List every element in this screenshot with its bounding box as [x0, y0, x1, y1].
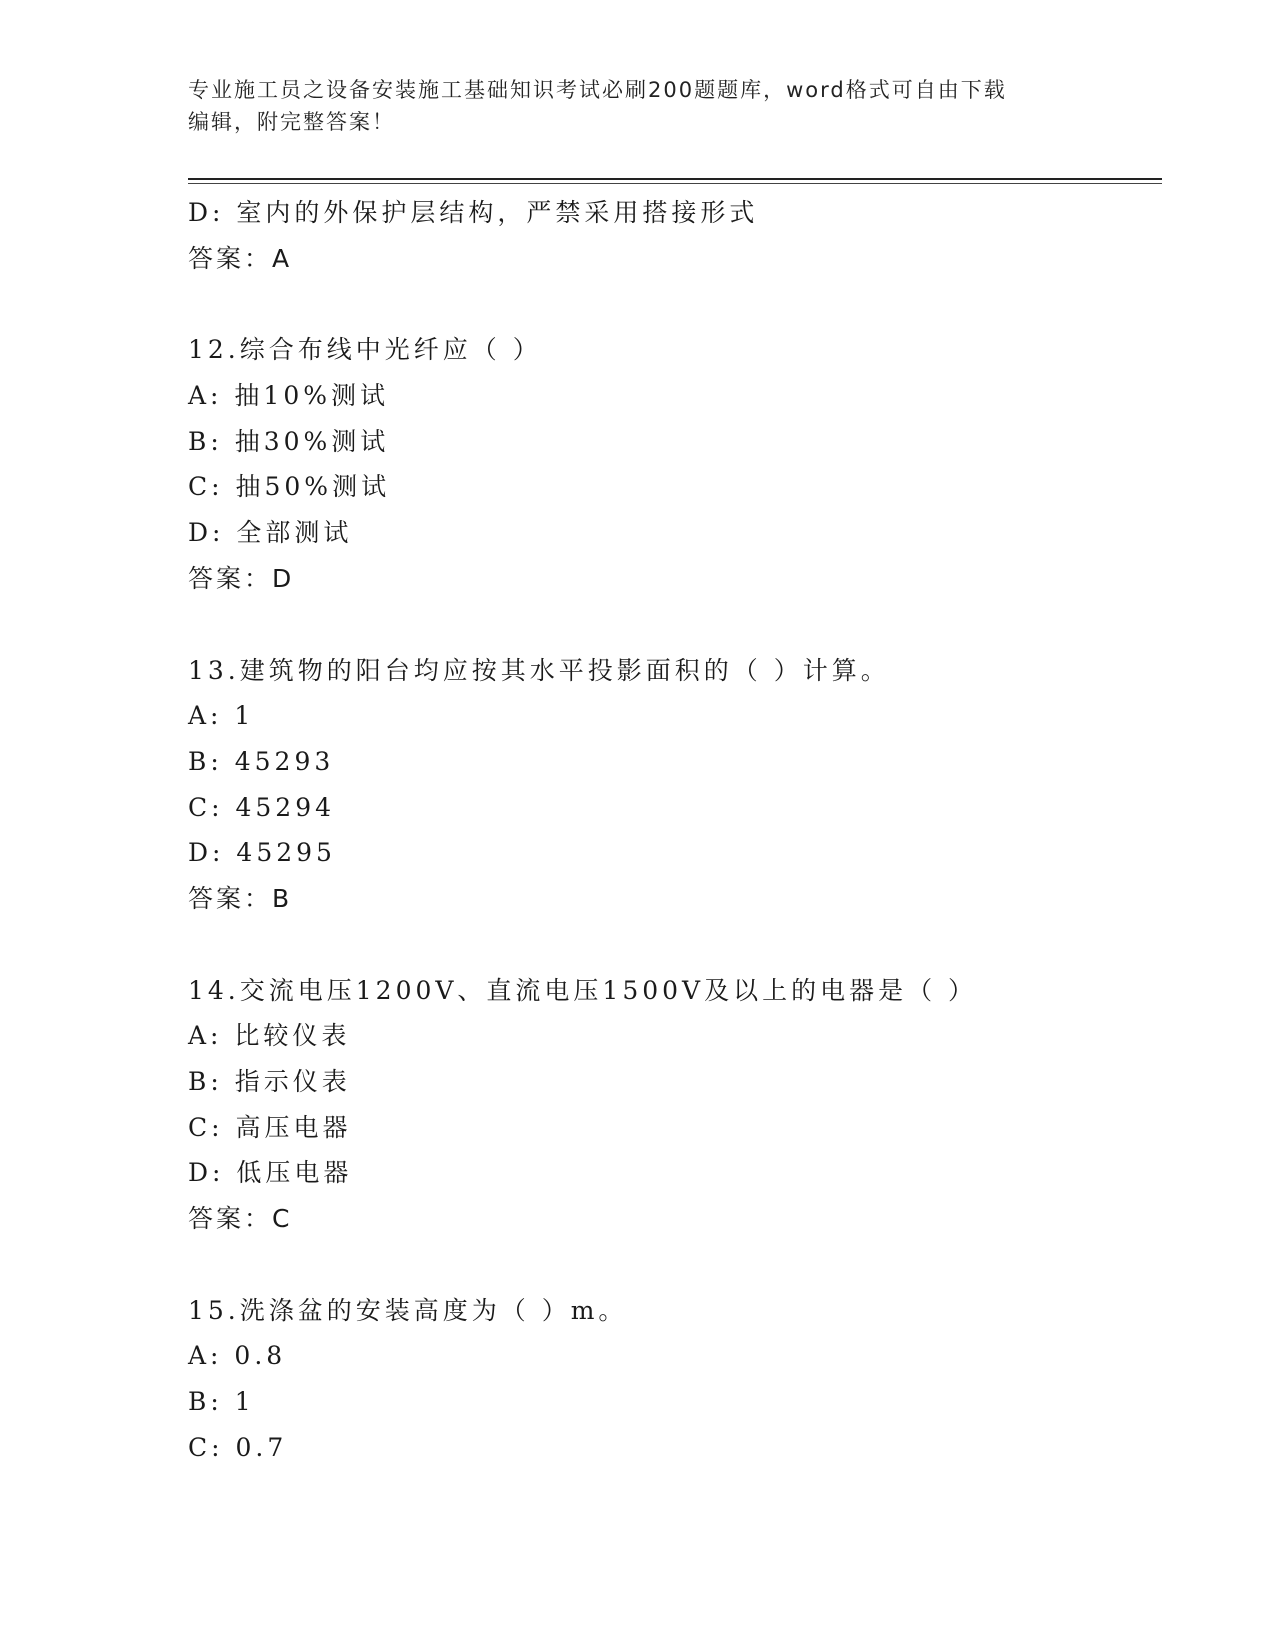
question-11-tail: [188, 190, 1162, 281]
option-c: C: 高压电器: [188, 1112, 352, 1142]
option-c: C: 抽50%测试: [188, 472, 391, 502]
question-14: [188, 968, 1162, 1242]
document-header: [188, 74, 1088, 138]
question-13: [188, 648, 1162, 922]
option-b: B: 指示仪表: [188, 1067, 351, 1096]
option-d: D: 低压电器: [188, 1158, 353, 1188]
option-c: C: 45294: [188, 792, 336, 822]
answer-line: 答案：B: [188, 883, 293, 913]
option-a: A: 1: [188, 701, 255, 731]
question-stem: 15.洗涤盆的安装高度为（ ）m。: [188, 1295, 628, 1325]
option-d: D: 45295: [188, 838, 336, 868]
option-d: D: 全部测试: [188, 518, 353, 548]
answer-line: 答案：C: [188, 1204, 293, 1234]
option-b: B: 1: [188, 1387, 255, 1417]
header-divider-thick: [188, 178, 1162, 180]
option-a: A: 0.8: [188, 1341, 287, 1371]
option-d: D: 室内的外保护层结构，严禁采用搭接形式: [188, 198, 759, 227]
option-a: A: 抽10%测试: [188, 381, 389, 411]
header-title-line-2: 编辑，附完整答案！: [188, 110, 395, 134]
question-12: [188, 327, 1162, 601]
header-divider-thin: [188, 183, 1162, 184]
question-stem: 12.综合布线中光纤应（ ）: [188, 335, 542, 365]
question-list: [188, 190, 1162, 1471]
question-15: [188, 1288, 1162, 1471]
option-c: C: 0.7: [188, 1432, 288, 1462]
answer-line: 答案：D: [188, 563, 295, 593]
option-b: B: 抽30%测试: [188, 426, 390, 456]
header-title-line-1: 专业施工员之设备安装施工基础知识考试必刷200题题库，word格式可自由下载: [188, 78, 1007, 102]
answer-line: 答案：A: [188, 243, 293, 273]
option-b: B: 45293: [188, 746, 335, 776]
question-stem: 13.建筑物的阳台均应按其水平投影面积的（ ）计算。: [188, 655, 890, 685]
question-stem: 14.交流电压1200V、直流电压1500V及以上的电器是（ ）: [188, 975, 978, 1005]
option-a: A: 比较仪表: [188, 1021, 351, 1051]
